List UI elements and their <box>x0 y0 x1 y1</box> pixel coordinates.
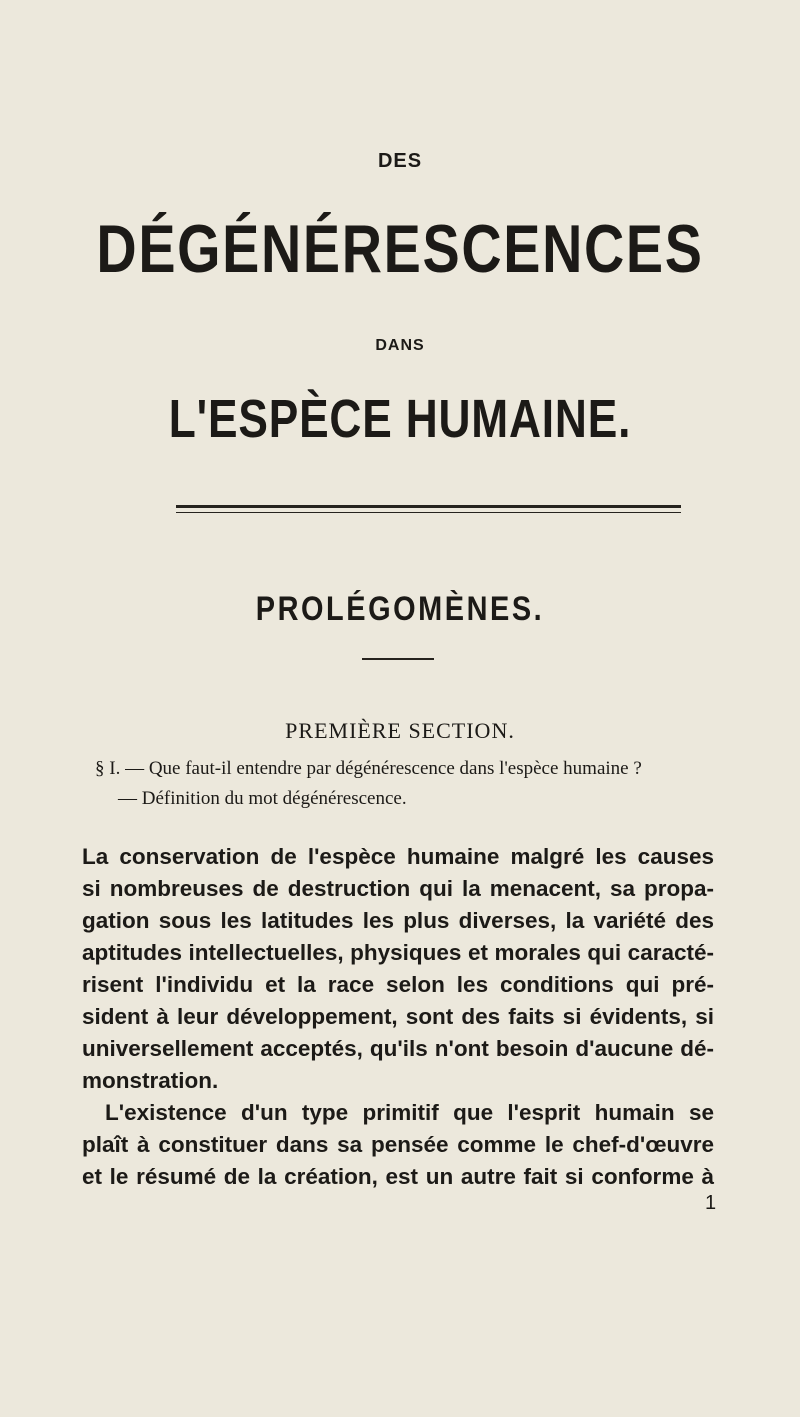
body-line: si nombreuses de destruction qui la menacent, sa propa- <box>82 876 714 901</box>
body-line: gation sous les latitudes les plus diverses, la variété des <box>82 908 714 933</box>
body-line: universellement acceptés, qu'ils n'ont besoin d'aucune dé- <box>82 1036 714 1061</box>
title-connector: DANS <box>375 337 425 354</box>
pre-title: DES <box>377 150 423 172</box>
double-rule-thin <box>176 512 681 513</box>
body-line: aptitudes intellectuelles, physiques et morales qui caracté- <box>82 940 714 965</box>
body-line: monstration. <box>82 1068 219 1093</box>
section-title: PROLÉGOMÈNES. <box>255 590 545 628</box>
body-line: plaît à constituer dans sa pensée comme le chef-d'œuvre <box>82 1132 714 1157</box>
part-heading: PREMIÈRE SECTION. <box>285 718 515 743</box>
body-line: sident à leur développement, sont des faits si évidents, si <box>82 1004 714 1029</box>
main-title: DÉGÉNÉRESCENCES <box>96 211 704 287</box>
paragraph-heading-line-2: — Définition du mot dégénérescence. <box>118 788 407 809</box>
page-number: 1 <box>705 1192 717 1214</box>
body-line: risent l'individu et la race selon les conditions qui pré- <box>82 972 714 997</box>
short-rule <box>362 658 434 660</box>
body-line: L'existence d'un type primitif que l'esprit humain se <box>105 1100 714 1125</box>
subtitle: L'ESPÈCE HUMAINE. <box>168 389 632 449</box>
body-line: et le résumé de la création, est un autre fait si conforme à <box>82 1164 714 1189</box>
paragraph-heading-line-1: § I. — Que faut-il entendre par dégénérescence dans l'espèce humaine ? <box>95 758 642 779</box>
body-line: La conservation de l'espèce humaine malgré les causes <box>82 844 714 869</box>
double-rule-thick <box>176 505 681 508</box>
